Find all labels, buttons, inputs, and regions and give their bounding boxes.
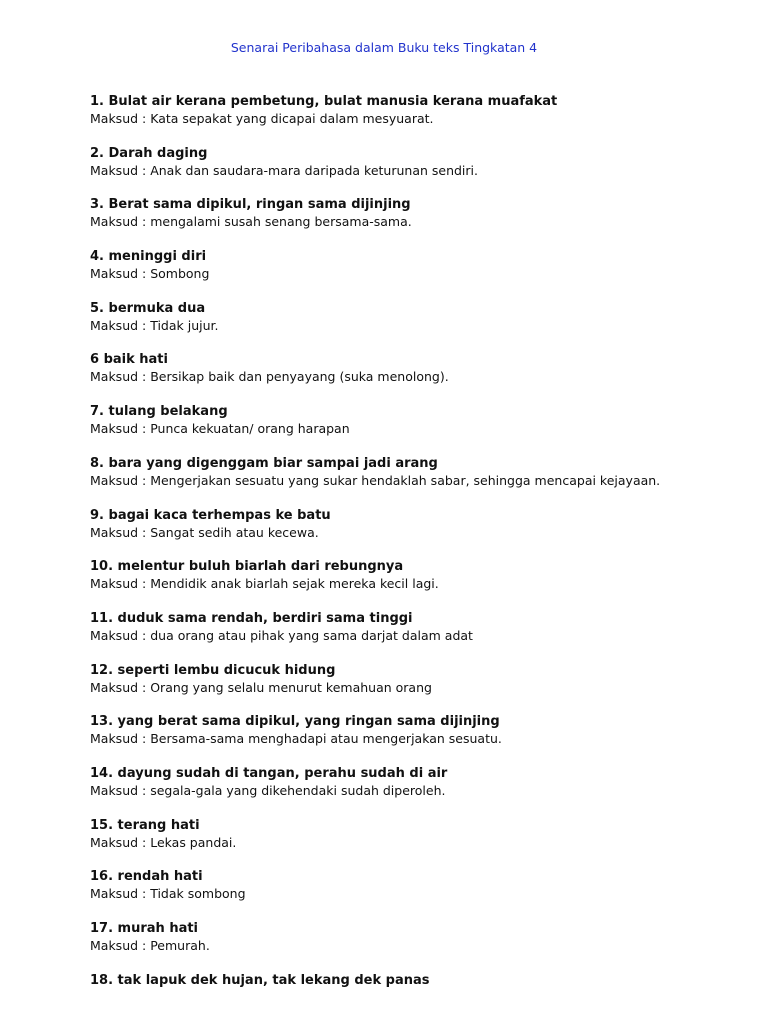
proverb-title: 4. meninggi diri (90, 249, 207, 265)
proverb-meaning: Maksud : Mengerjakan sesuatu yang sukar hendaklah sabar, sehingga mencapai kejayaan. (90, 472, 661, 488)
proverb-meaning: Maksud : dua orang atau pihak yang sama darjat dalam adat (90, 627, 473, 643)
list-item (90, 765, 750, 817)
proverb-title: 12. seperti lembu dicucuk hidung (90, 662, 336, 678)
proverb-meaning: Maksud : Lekas pandai. (90, 834, 237, 850)
proverb-meaning: Maksud : Kata sepakat yang dicapai dalam mesyuarat. (90, 111, 434, 126)
list-item (90, 93, 750, 145)
proverb-title: 2. Darah daging (90, 145, 208, 161)
proverb-title: 8. bara yang digenggam biar sampai jadi arang (90, 455, 438, 471)
list-item (90, 507, 750, 559)
proverb-meaning: Maksud : Anak dan saudara-mara daripada keturunan sendiri. (90, 162, 478, 178)
proverb-title: 16. rendah hati (90, 869, 203, 885)
proverb-title: 17. murah hati (90, 921, 199, 936)
proverb-title: 1. Bulat air kerana pembetung, bulat manusia kerana muafakat (90, 94, 558, 109)
proverb-meaning: Maksud : Sangat sedih atau kecewa. (90, 524, 319, 540)
list-item (90, 662, 750, 714)
proverb-meaning: Maksud : Tidak jujur. (90, 317, 219, 333)
proverb-title: 11. duduk sama rendah, berdiri sama tinggi (90, 610, 413, 626)
proverb-title: 9. bagai kaca terhempas ke batu (90, 507, 331, 523)
proverb-meaning: Maksud : Mendidik anak biarlah sejak mereka kecil lagi. (90, 576, 439, 592)
proverb-title: 3. Berat sama dipikul, ringan sama dijinjing (90, 197, 411, 213)
proverb-meaning: Maksud : Bersikap baik dan penyayang (suka menolong). (90, 369, 449, 385)
proverb-meaning: Maksud : segala-gala yang dikehendaki sudah diperoleh. (90, 782, 446, 798)
proverb-title: 7. tulang belakang (90, 404, 228, 420)
list-item (90, 713, 750, 765)
page-title: Senarai Peribahasa dalam Buku teks Tingkatan 4 (230, 40, 538, 55)
proverb-title: 15. terang hati (90, 817, 200, 833)
list-item (90, 403, 750, 455)
list-item (90, 972, 750, 1024)
list-item (90, 145, 750, 197)
list-item (90, 817, 750, 869)
proverb-meaning: Maksud : Pemurah. (90, 938, 210, 953)
list-item (90, 920, 750, 972)
proverb-meaning: Maksud : Sombong (90, 266, 210, 282)
list-item (90, 558, 750, 610)
list-item (90, 455, 750, 507)
list-item (90, 196, 750, 248)
proverb-meaning: Maksud : Punca kekuatan/ orang harapan (90, 421, 350, 437)
proverb-title: 10. melentur buluh biarlah dari rebungnya (90, 559, 404, 575)
proverb-meaning: Maksud : Bersama-sama menghadapi atau mengerjakan sesuatu. (90, 731, 502, 747)
proverb-title: 18. tak lapuk dek hujan, tak lekang dek panas (90, 972, 430, 988)
proverb-meaning: Maksud : Orang yang selalu menurut kemahuan orang (90, 679, 432, 695)
proverb-title: 14. dayung sudah di tangan, perahu sudah di air (90, 765, 448, 781)
proverb-list (90, 93, 750, 1023)
proverb-title: 5. bermuka dua (90, 300, 206, 316)
list-item (90, 351, 750, 403)
proverb-meaning: Maksud : Tidak sombong (90, 886, 246, 902)
proverb-title: 6 baik hati (90, 352, 168, 368)
list-item (90, 300, 750, 352)
list-item (90, 610, 750, 662)
proverb-meaning: Maksud : mengalami susah senang bersama-sama. (90, 214, 412, 230)
proverb-title: 13. yang berat sama dipikul, yang ringan sama dijinjing (90, 714, 500, 730)
list-item (90, 868, 750, 920)
list-item (90, 248, 750, 300)
